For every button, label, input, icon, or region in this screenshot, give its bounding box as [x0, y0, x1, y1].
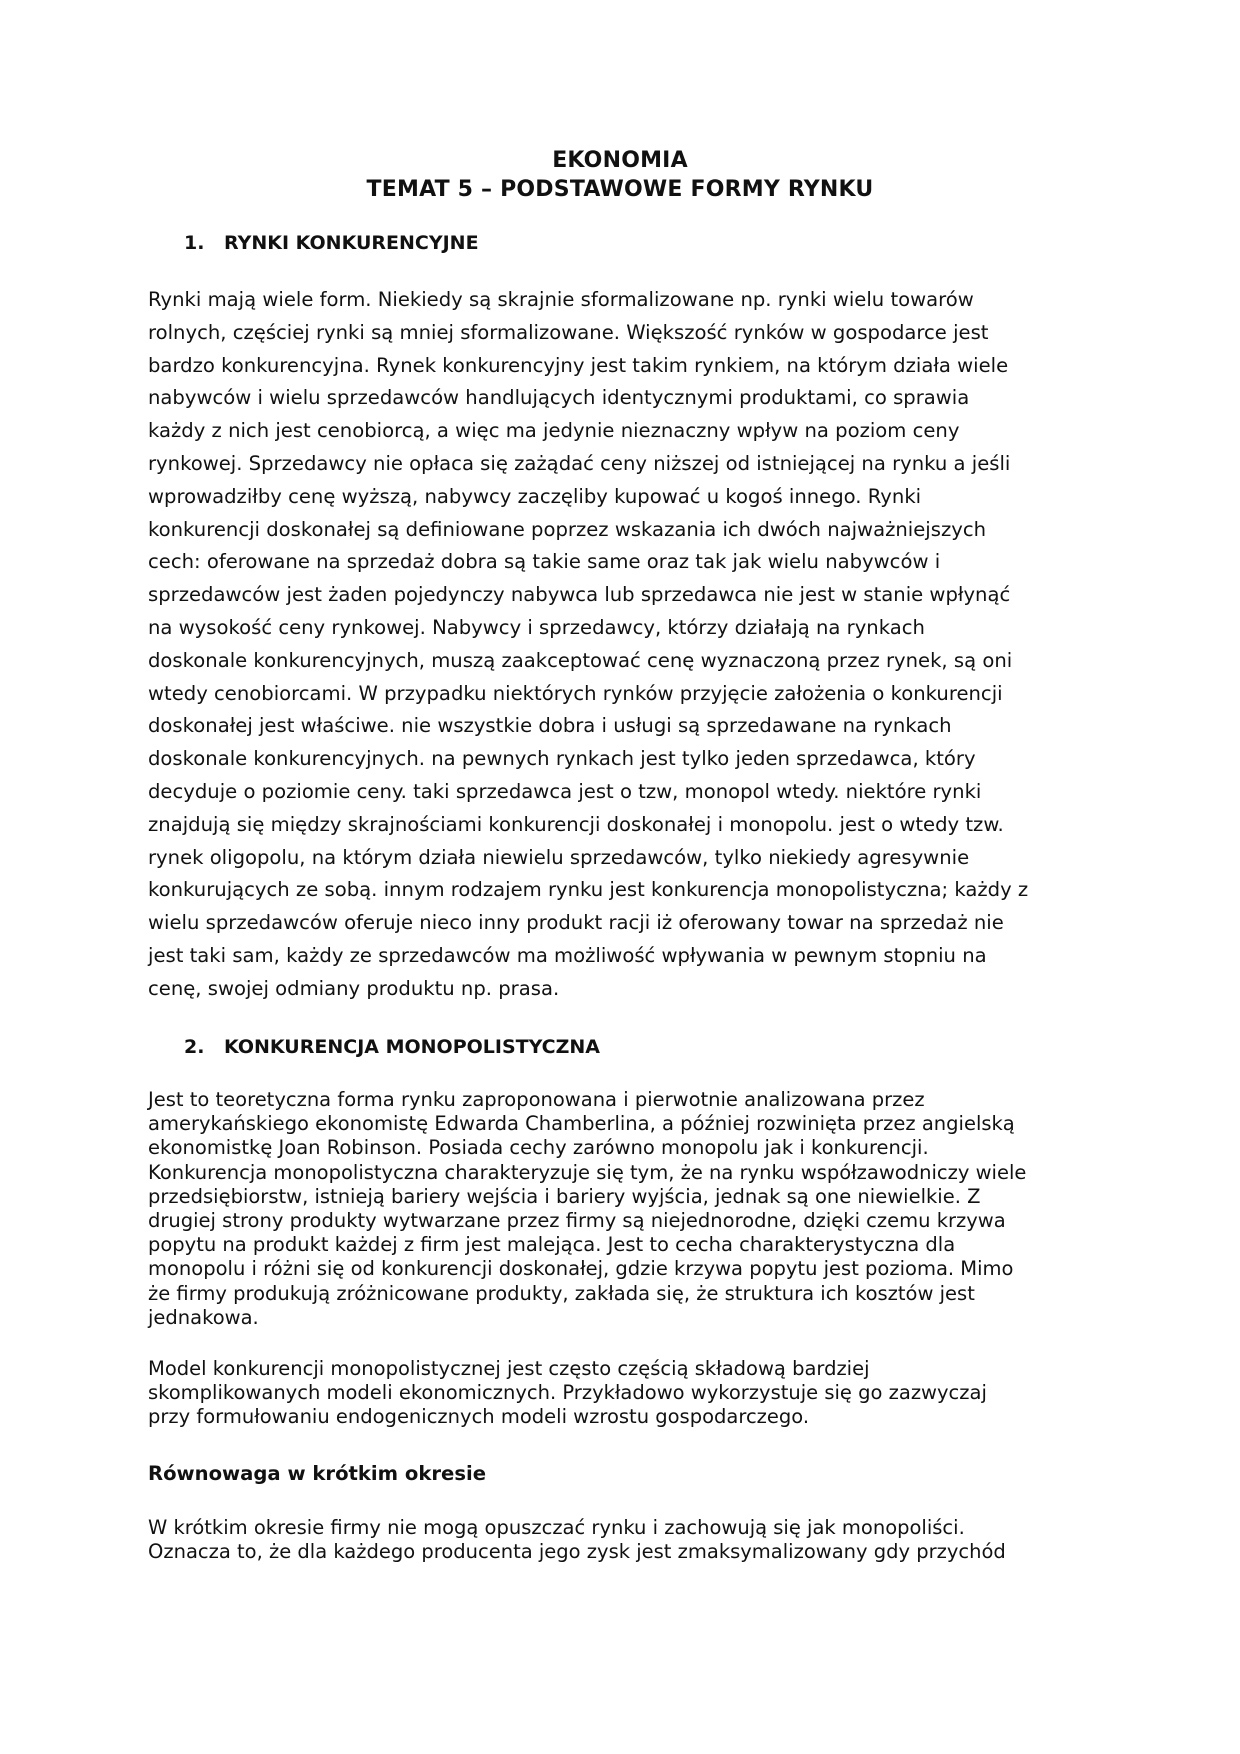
paragraph-line: Oznacza to, że dla każdego producenta jego zysk jest zmaksymalizowany gdy przychód [148, 1540, 1006, 1564]
paragraph-line: nabywców i wielu sprzedawców handlujących identycznymi produktami, co sprawia [148, 386, 970, 410]
paragraph-line: konkurencji doskonałej są definiowane poprzez wskazania ich dwóch najważniejszych [148, 517, 987, 541]
paragraph-line: doskonałej jest właściwe. nie wszystkie dobra i usługi są sprzedawane na rynkach [148, 714, 952, 738]
document-subtitle: TEMAT 5 – PODSTAWOWE FORMY RYNKU [366, 177, 874, 202]
section-2-number: 2. [184, 1036, 205, 1058]
section-2-paragraph-2 [148, 1357, 1098, 1430]
paragraph-line: W krótkim okresie firmy nie mogą opuszczać rynku i zachowują się jak monopoliści. [148, 1516, 965, 1539]
paragraph-line: bardzo konkurencyjna. Rynek konkurencyjny jest takim rynkiem, na którym działa wiele [148, 353, 1009, 377]
paragraph-line: amerykańskiego ekonomistę Edwarda Chamberlina, a później rozwinięta przez angielską [148, 1112, 1015, 1136]
paragraph-line: drugiej strony produkty wytwarzane przez firmy są niejednorodne, dzięki czemu krzywa [148, 1209, 1006, 1233]
subsection-heading: Równowaga w krótkim okresie [148, 1462, 486, 1485]
document-title: EKONOMIA [552, 148, 688, 173]
paragraph-line: Rynki mają wiele form. Niekiedy są skrajnie sformalizowane np. rynki wielu towarów [148, 288, 974, 311]
section-2-paragraph-3 [148, 1516, 1098, 1564]
paragraph-line: cech: oferowane na sprzedaż dobra są takie same oraz tak jak wielu nabywców i [148, 550, 941, 574]
paragraph-line: rynkowej. Sprzedawcy nie opłaca się zażądać ceny niższej od istniejącej na rynku a jeśli [148, 451, 1011, 475]
paragraph-line: jednakowa. [148, 1305, 259, 1329]
paragraph-line: że firmy produkują zróżnicowane produkty, zakłada się, że struktura ich kosztów jest [148, 1281, 975, 1305]
paragraph-line: konkurujących ze sobą. innym rodzajem rynku jest konkurencja monopolistyczna; każdy z [148, 878, 1029, 902]
section-1-heading [184, 231, 479, 255]
section-1-paragraph [148, 284, 1098, 1006]
paragraph-line: przedsiębiorstw, istnieją bariery wejścia i bariery wyjścia, jednak są one niewielkie. Z [148, 1184, 981, 1208]
paragraph-line: wprowadziłby cenę wyższą, nabywcy zaczęliby kupować u kogoś innego. Rynki [148, 484, 922, 508]
paragraph-line: popytu na produkt każdej z firm jest malejąca. Jest to cecha charakterystyczna dla [148, 1233, 956, 1257]
paragraph-line: decyduje o poziomie ceny. taki sprzedawca jest o tzw, monopol wtedy. niektóre rynki [148, 779, 982, 803]
paragraph-line: Model konkurencji monopolistycznej jest często częścią składową bardziej [148, 1357, 870, 1380]
paragraph-line: rolnych, częściej rynki są mniej sformalizowane. Większość rynków w gospodarce jest [148, 320, 989, 344]
paragraph-line: wtedy cenobiorcami. W przypadku niektórych rynków przyjęcie założenia o konkurencji [148, 681, 1003, 705]
paragraph-line: sprzedawców jest żaden pojedynczy nabywca lub sprzedawca nie jest w stanie wpłynąć [148, 583, 1011, 607]
section-1-title: RYNKI KONKURENCYJNE [224, 232, 479, 254]
paragraph-line: skomplikowanych modeli ekonomicznych. Przykładowo wykorzystuje się go zazwyczaj [148, 1381, 987, 1405]
paragraph-line: ekonomistkę Joan Robinson. Posiada cechy zarówno monopolu jak i konkurencji. [148, 1136, 929, 1160]
paragraph-line: monopolu i różni się od konkurencji doskonałej, gdzie krzywa popytu jest pozioma. Mimo [148, 1257, 1014, 1281]
paragraph-line: znajdują się między skrajnościami konkurencji doskonałej i monopolu. jest o wtedy tzw. [148, 812, 1004, 836]
paragraph-line: na wysokość ceny rynkowej. Nabywcy i sprzedawcy, którzy działają na rynkach [148, 615, 925, 639]
paragraph-line: Jest to teoretyczna forma rynku zaproponowana i pierwotnie analizowana przez [148, 1088, 925, 1111]
section-2-paragraph-1 [148, 1088, 1098, 1330]
paragraph-line: cenę, swojej odmiany produktu np. prasa. [148, 976, 560, 1000]
paragraph-line: Konkurencja monopolistyczna charakteryzuje się tym, że na rynku współzawodniczy wiele [148, 1160, 1027, 1184]
paragraph-line: jest taki sam, każdy ze sprzedawców ma możliwość wpływania w pewnym stopniu na [148, 943, 987, 967]
paragraph-line: doskonale konkurencyjnych, muszą zaakceptować cenę wyznaczoną przez rynek, są oni [148, 648, 1013, 672]
paragraph-line: przy formułowaniu endogenicznych modeli wzrostu gospodarczego. [148, 1405, 810, 1429]
section-2-title: KONKURENCJA MONOPOLISTYCZNA [224, 1036, 601, 1058]
paragraph-line: wielu sprzedawców oferuje nieco inny produkt racji iż oferowany towar na sprzedaż nie [148, 911, 1004, 935]
paragraph-line: rynek oligopolu, na którym działa niewielu sprzedawców, tylko niekiedy agresywnie [148, 845, 970, 869]
paragraph-line: doskonale konkurencyjnych. na pewnych rynkach jest tylko jeden sprzedawca, który [148, 747, 976, 771]
section-2-heading [184, 1035, 600, 1059]
paragraph-line: każdy z nich jest cenobiorcą, a więc ma jedynie nieznaczny wpływ na poziom ceny [148, 419, 960, 443]
section-1-number: 1. [184, 232, 205, 254]
